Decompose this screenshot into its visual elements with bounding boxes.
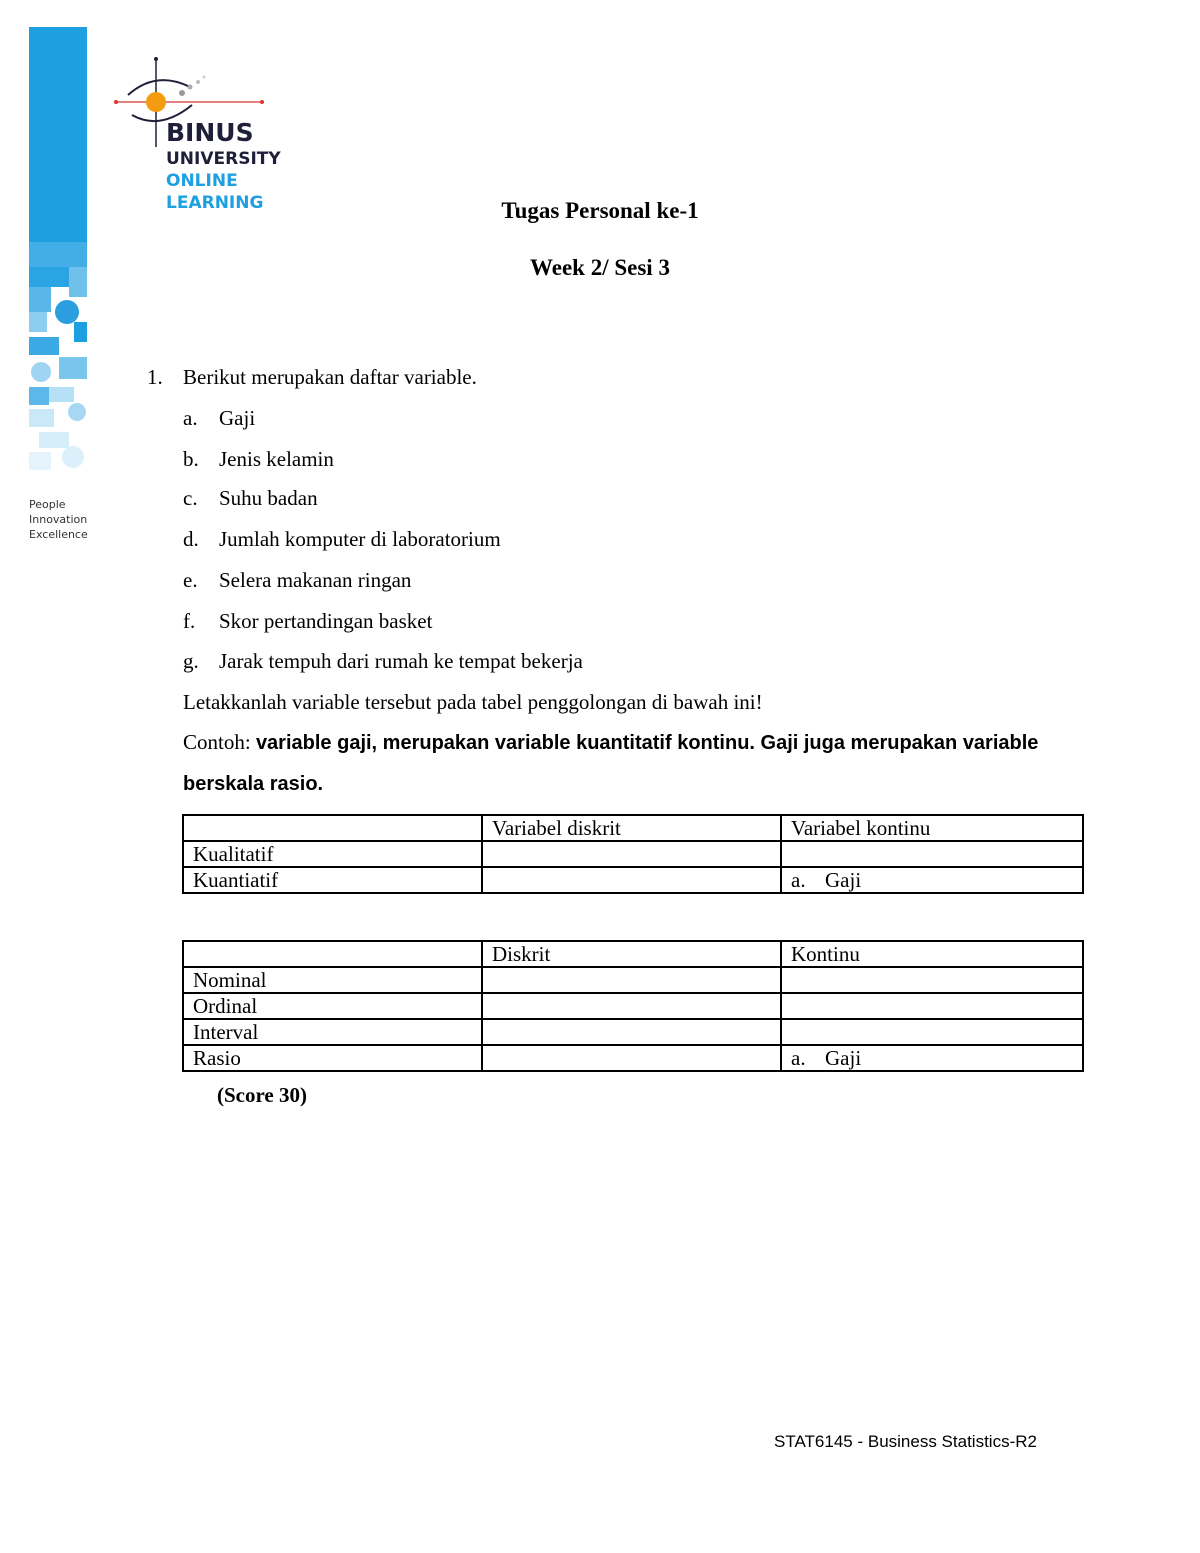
page-footer: STAT6145 - Business Statistics-R2 (774, 1432, 1037, 1451)
cell-item-label: a. (791, 868, 806, 892)
cell-item-text: Gaji (825, 868, 862, 892)
table-row (183, 841, 1083, 867)
row-label: Nominal (183, 967, 482, 993)
table-cell (482, 967, 781, 993)
list-item: Gaji (219, 406, 256, 430)
table-cell (781, 1045, 1083, 1071)
list-item-label: f. (183, 609, 196, 633)
example-text (183, 730, 1038, 755)
classification-table-2 (182, 940, 1084, 1072)
table-cell (482, 1019, 781, 1045)
table-row (183, 967, 1083, 993)
row-label: Kualitatif (183, 841, 482, 867)
list-item-label: b. (183, 447, 199, 471)
question-number: 1. (147, 365, 163, 389)
page-subtitle: Week 2/ Sesi 3 (530, 255, 670, 280)
table-header-row (183, 941, 1083, 967)
tagline-line: People (29, 498, 66, 511)
list-item: Skor pertandingan basket (219, 609, 433, 633)
table-header-cell: Variabel diskrit (482, 815, 781, 841)
table-row (183, 1019, 1083, 1045)
row-label: Ordinal (183, 993, 482, 1019)
score-label: (Score 30) (217, 1083, 307, 1107)
table-row (183, 1045, 1083, 1071)
row-label: Kuantiatif (183, 867, 482, 893)
list-item-label: c. (183, 486, 198, 510)
page-title: Tugas Personal ke-1 (501, 198, 699, 223)
cell-item-label: a. (791, 1046, 806, 1070)
list-item-label: d. (183, 527, 199, 551)
list-item-label: e. (183, 568, 198, 592)
table-header-cell: Diskrit (482, 941, 781, 967)
decorative-stripe (29, 27, 87, 477)
list-item: Jarak tempuh dari rumah ke tempat bekerja (219, 649, 583, 673)
row-label: Rasio (183, 1045, 482, 1071)
table-cell (781, 967, 1083, 993)
list-item: Suhu badan (219, 486, 318, 510)
tagline (29, 497, 88, 542)
question-text: Berikut merupakan daftar variable. (183, 365, 477, 389)
table-cell (781, 1019, 1083, 1045)
tagline-line: Innovation (29, 513, 88, 526)
table-header-row (183, 815, 1083, 841)
logo-online: ONLINE (166, 171, 238, 191)
instruction-text: Letakkanlah variable tersebut pada tabel penggolongan di bawah ini! (183, 690, 763, 714)
logo-university: UNIVERSITY (166, 149, 281, 169)
classification-table-1 (182, 814, 1084, 894)
example-prefix: Contoh: (183, 730, 256, 754)
cell-item-text: Gaji (825, 1046, 862, 1070)
logo-learning: LEARNING (166, 193, 264, 213)
list-item: Selera makanan ringan (219, 568, 412, 592)
table-header-cell: Kontinu (781, 941, 1083, 967)
table-cell (781, 867, 1083, 893)
table-row (183, 993, 1083, 1019)
list-item-label: g. (183, 649, 199, 673)
table-cell (482, 993, 781, 1019)
table-cell (482, 867, 781, 893)
table-cell (781, 993, 1083, 1019)
tagline-line: Excellence (29, 528, 88, 541)
table-cell (781, 841, 1083, 867)
list-item: Jumlah komputer di laboratorium (219, 527, 501, 551)
table-row (183, 867, 1083, 893)
table-cell (482, 841, 781, 867)
example-bold: variable gaji, merupakan variable kuantitatif kontinu. Gaji juga merupakan variable (255, 732, 1039, 754)
table-header-cell (183, 941, 482, 967)
logo-binus: BINUS (166, 118, 254, 147)
row-label: Interval (183, 1019, 482, 1045)
table-header-cell: Variabel kontinu (781, 815, 1083, 841)
example-bold-continued: berskala rasio. (183, 773, 324, 795)
table-header-cell (183, 815, 482, 841)
list-item-label: a. (183, 406, 198, 430)
list-item: Jenis kelamin (219, 447, 334, 471)
table-cell (482, 1045, 781, 1071)
